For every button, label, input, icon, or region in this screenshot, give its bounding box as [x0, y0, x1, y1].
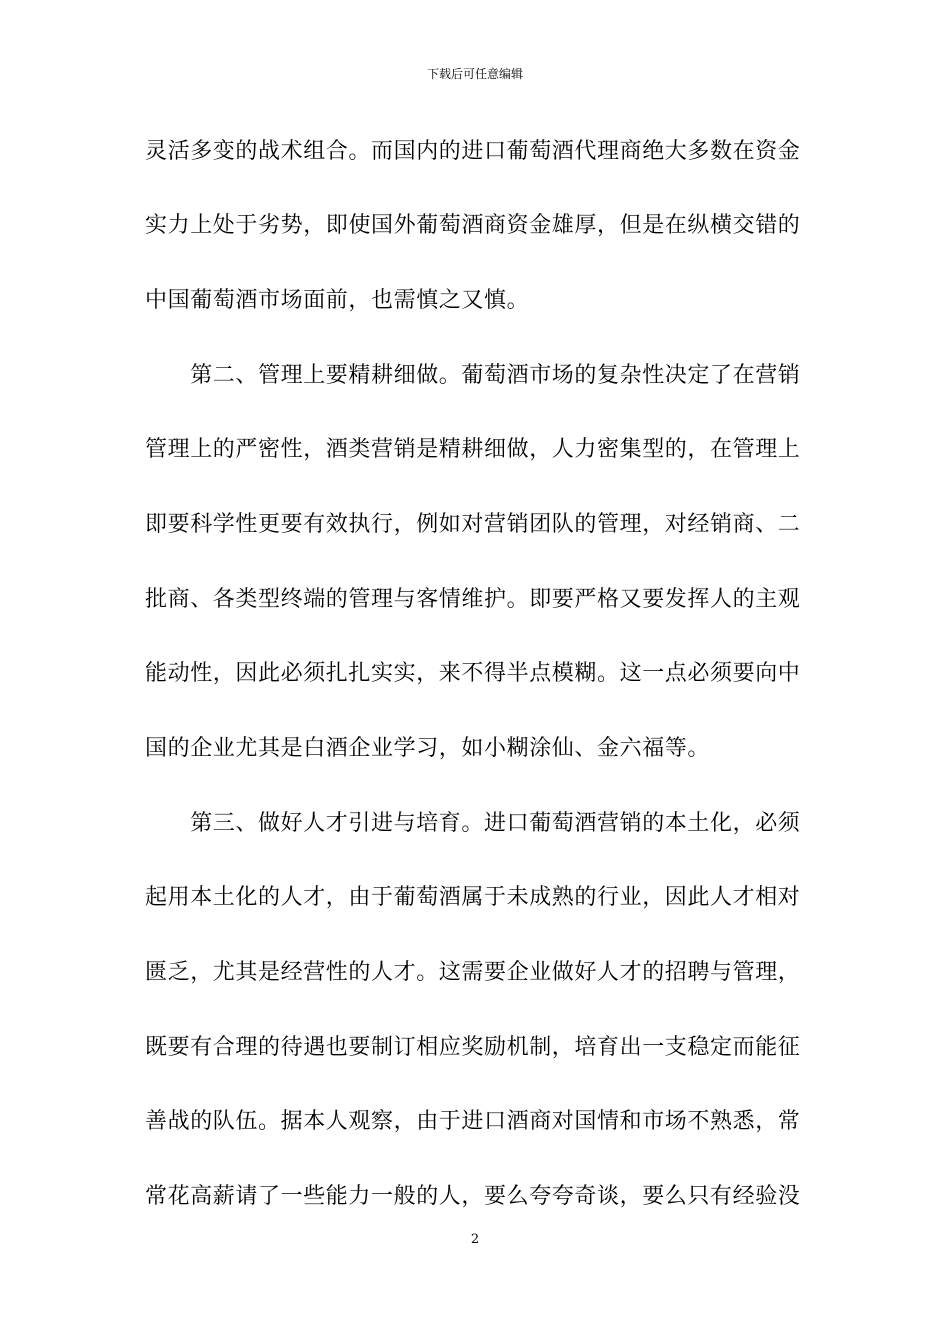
page-number: 2 [470, 1232, 480, 1247]
text-line: 实力上处于劣势，即使国外葡萄酒商资金雄厚，但是在纵横交错的 [145, 213, 801, 238]
text-line: 管理上的严密性，酒类营销是精耕细做，人力密集型的，在管理上 [145, 437, 801, 462]
text-line: 善战的队伍。据本人观察，由于进口酒商对国情和市场不熟悉，常 [145, 1109, 801, 1134]
text-line: 中国葡萄酒市场面前，也需慎之又慎。 [145, 288, 530, 313]
text-line: 国的企业尤其是白酒企业学习，如小糊涂仙、金六福等。 [145, 736, 711, 761]
page-header: 下载后可任意编辑 [426, 67, 523, 81]
text-line: 批商、各类型终端的管理与客情维护。即要严格又要发挥人的主观 [145, 587, 801, 612]
text-line: 能动性，因此必须扎扎实实，来不得半点模糊。这一点必须要向中 [145, 661, 801, 686]
text-line: 灵活多变的战术组合。而国内的进口葡萄酒代理商绝大多数在资金 [145, 139, 801, 164]
text-line: 既要有合理的待遇也要制订相应奖励机制，培育出一支稳定而能征 [145, 1035, 801, 1060]
text-line: 第二、管理上要精耕细做。葡萄酒市场的复杂性决定了在营销 [145, 363, 801, 388]
text-line: 第三、做好人才引进与培育。进口葡萄酒营销的本土化，必须 [145, 811, 801, 836]
text-line: 常花高薪请了一些能力一般的人，要么夸夸奇谈，要么只有经验没 [145, 1184, 801, 1209]
text-line: 起用本土化的人才，由于葡萄酒属于未成熟的行业，因此人才相对 [145, 885, 801, 910]
text-line: 匮乏，尤其是经营性的人才。这需要企业做好人才的招聘与管理， [145, 960, 801, 985]
text-line: 即要科学性更要有效执行，例如对营销团队的管理，对经销商、二 [145, 512, 801, 537]
